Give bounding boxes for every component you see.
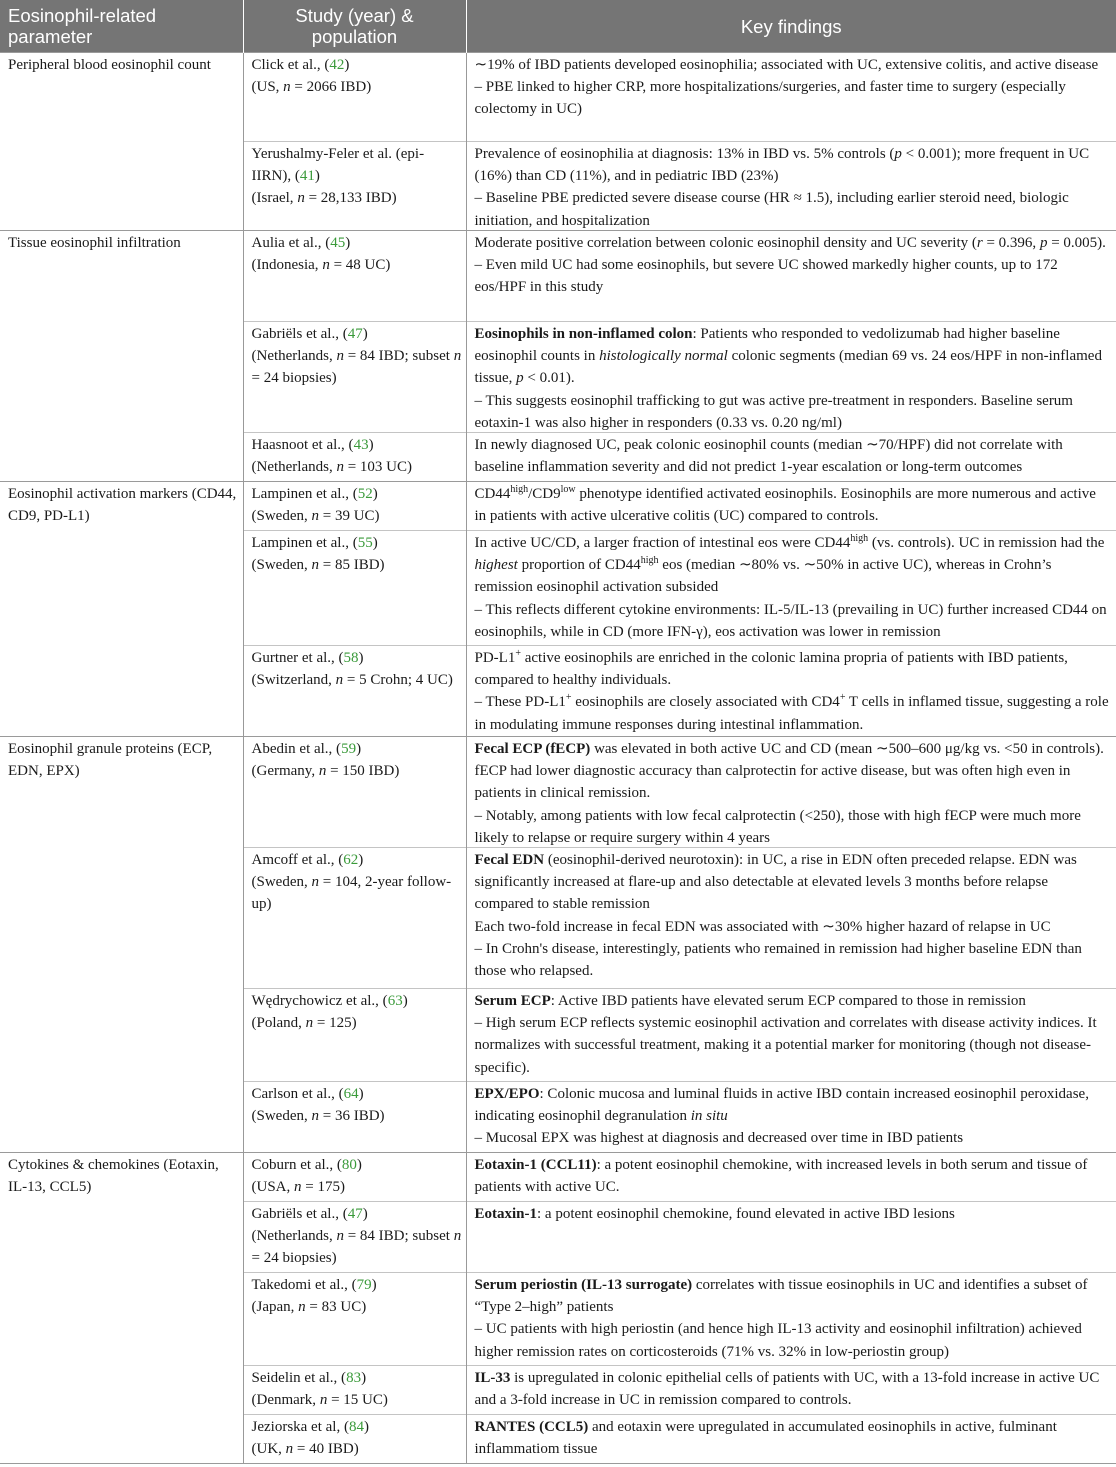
finding-text: – Mucosal EPX was highest at diagnosis and decreased over time in IBD patients	[474, 1130, 964, 1147]
finding-text: – UC patients with high periostin (and hence high IL-13 activity and eosinophil infiltration) achieved higher remission rates on corticosteroids (71% vs. 32% in low-periostin group)	[474, 1321, 1082, 1360]
study-author: Coburn et al., (	[251, 1157, 342, 1173]
findings-cell	[466, 482, 1116, 737]
finding-text: PD-L1+ active eosinophils are enriched in the colonic lamina propria of patients with IBD patients, compared to healthy individuals.	[474, 648, 1068, 689]
finding-text: – These PD-L1+ eosinophils are closely associated with CD4+ T cells in inflamed tissue, suggesting a role in modulating immune responses during intestinal inflammation.	[474, 692, 1109, 733]
study-population: (Sweden, n = 104, 2-year follow-up)	[251, 874, 452, 913]
parameter-cell: Peripheral blood eosinophil count	[0, 53, 243, 231]
study-author: Haasnoot et al., (	[251, 437, 354, 453]
study-author: Aulia et al., (	[251, 235, 331, 251]
reference-link[interactable]: 80	[341, 1157, 357, 1173]
finding-text: IL-33 is upregulated in colonic epithelial cells of patients with UC, with a 13-fold increase in active UC and a 3-fold increase in UC in remission compared to controls.	[474, 1370, 1100, 1409]
reference-link[interactable]: 59	[341, 741, 357, 757]
finding-text: – In Crohn's disease, interestingly, patients who remained in remission had higher baseline EDN than those who relapsed.	[474, 940, 1082, 980]
study-cell: Click et al., (42) (US, n = 2066 IBD) Yerushalmy-Feler et al. (epi-IIRN), (41) (Israel, n = 28,133 IBD)	[243, 53, 466, 231]
study-population: (Netherlands, n = 103 UC)	[251, 459, 413, 476]
study-population: (US, n = 2066 IBD)	[251, 79, 372, 96]
parameter-cell: Eosinophil activation markers (CD44, CD9, PD-L1)	[0, 482, 243, 737]
finding-text: In newly diagnosed UC, peak colonic eosinophil counts (median ∼70/HPF) did not correlate with baseline inflammation severity and did not predict 1-year escalation or long-term outcomes	[474, 437, 1063, 476]
finding-text: Moderate positive correlation between colonic eosinophil density and UC severity (r = 0.396, p = 0.005).	[474, 235, 1106, 251]
study-population: (USA, n = 175)	[251, 1179, 345, 1196]
parameter-cell: Eosinophil granule proteins (ECP, EDN, EPX)	[0, 737, 243, 1153]
study-population: (Indonesia, n = 48 UC)	[251, 257, 391, 274]
finding-text: – High serum ECP reflects systemic eosinophil activation and correlates with disease activity indices. It normalizes with successful treatment, making it a potential marker for monitoring (though not disease-specific).	[474, 1015, 1097, 1076]
header-study: Study (year) & population	[243, 0, 466, 53]
study-population: (Sweden, n = 85 IBD)	[251, 557, 385, 574]
reference-link[interactable]: 58	[343, 650, 359, 666]
reference-link[interactable]: 83	[346, 1370, 362, 1386]
reference-link[interactable]: 63	[387, 993, 403, 1009]
reference-link[interactable]: 43	[353, 437, 369, 453]
study-cell: Aulia et al., (45) (Indonesia, n = 48 UC) Gabriëls et al., (47) (Netherlands, n = 84 IBD; subset n = 24 biopsies) Haasnoot et al., (43) (Netherlands, n = 103 UC)	[243, 231, 466, 482]
finding-text: – PBE linked to higher CRP, more hospitalizations/surgeries, and faster time to surgery (especially colectomy in UC)	[474, 79, 1066, 118]
reference-link[interactable]: 62	[343, 852, 359, 868]
reference-link[interactable]: 79	[356, 1277, 372, 1293]
header-row	[0, 0, 1116, 53]
study-author: Click et al., (	[251, 57, 330, 73]
finding-text: – This reflects different cytokine environments: IL-5/IL-13 (prevailing in UC) further increased CD44 on eosinophils, while in CD (more IFN-γ), eos activation was lower in remission	[474, 601, 1107, 640]
table-row	[0, 482, 1116, 737]
finding-text: Prevalence of eosinophilia at diagnosis: 13% in IBD vs. 5% controls (p < 0.001); more frequent in UC (16%) than CD (11%), and in pediatric IBD (23%)	[474, 146, 1090, 185]
study-author: Lampinen et al., (	[251, 535, 358, 551]
study-author: Seidelin et al., (	[251, 1370, 347, 1386]
study-population: (Switzerland, n = 5 Crohn; 4 UC)	[251, 672, 453, 689]
study-cell: Coburn et al., (80) (USA, n = 175) Gabriëls et al., (47) (Netherlands, n = 84 IBD; subset n = 24 biopsies) Takedomi et al., (79) (Japan, n = 83 UC) Seidelin et al., (83) (Denmark, n = 15 UC) Jeziorska et al, (84) (UK, n = 40 IBD)	[243, 1153, 466, 1464]
reference-link[interactable]: 42	[329, 57, 345, 73]
finding-text: Serum ECP: Active IBD patients have elevated serum ECP compared to those in remission	[474, 993, 1026, 1009]
findings-cell	[466, 1153, 1116, 1464]
reference-link[interactable]: 55	[357, 535, 373, 551]
study-population: (Sweden, n = 39 UC)	[251, 508, 380, 525]
reference-link[interactable]: 64	[343, 1086, 359, 1102]
finding-text: – Baseline PBE predicted severe disease course (HR ≈ 1.5), including earlier steroid need, biologic initiation, and hospitalization	[474, 190, 1069, 229]
table-row	[0, 1153, 1116, 1464]
reference-link[interactable]: 84	[348, 1419, 364, 1435]
reference-link[interactable]: 47	[347, 1206, 363, 1222]
study-author: Lampinen et al., (	[251, 486, 358, 502]
parameter-cell: Cytokines & chemokines (Eotaxin, IL-13, CCL5)	[0, 1153, 243, 1464]
finding-text: Fecal ECP (fECP) was elevated in both active UC and CD (mean ∼500–600 μg/kg vs. <50 in controls). fECP had lower diagnostic accuracy than calprotectin for active disease, but was often high even in patients in clinical remission.	[474, 741, 1104, 802]
finding-text: Eotaxin-1 (CCL11): a potent eosinophil chemokine, with increased levels in both serum and tissue of patients with active UC.	[474, 1157, 1088, 1196]
study-author: Takedomi et al., (	[251, 1277, 357, 1293]
study-author: Wędrychowicz et al., (	[251, 993, 388, 1009]
study-population: (Germany, n = 150 IBD)	[251, 763, 400, 780]
study-population: (Denmark, n = 15 UC)	[251, 1392, 388, 1409]
study-population: (Japan, n = 83 UC)	[251, 1299, 367, 1316]
findings-cell	[466, 53, 1116, 231]
study-cell: Abedin et al., (59) (Germany, n = 150 IBD) Amcoff et al., (62) (Sweden, n = 104, 2-year follow-up) Wędrychowicz et al., (63) (Poland, n = 125) Carlson et al., (64) (Sweden, n = 36 IBD)	[243, 737, 466, 1153]
study-author: Gurtner et al., (	[251, 650, 344, 666]
reference-link[interactable]: 41	[299, 168, 315, 185]
table-row	[0, 737, 1116, 1153]
finding-text: Eosinophils in non-inflamed colon: Patients who responded to vedolizumab had higher baseline eosinophil counts in histologically normal colonic segments (median 69 vs. 24 eos/HPF in non-inflamed tissue, p < 0.01).	[474, 326, 1102, 387]
study-author: Abedin et al., (	[251, 741, 342, 757]
finding-text: Serum periostin (IL-13 surrogate) correlates with tissue eosinophils in UC and identifies a subset of “Type 2–high” patients	[474, 1277, 1088, 1316]
study-population: (Netherlands, n = 84 IBD; subset n = 24 biopsies)	[251, 1228, 462, 1267]
finding-text: $CD44^{high}/CD9^{low}$ phenotype identified activated eosinophils. Eosinophils are more numerous and active in patients with active ulcerative colitis (UC) compared to controls.	[474, 484, 1096, 525]
study-population: (Sweden, n = 36 IBD)	[251, 1108, 385, 1125]
study-author: Yerushalmy-Feler et al. (epi-IIRN), (	[251, 146, 425, 185]
reference-link[interactable]: 47	[347, 326, 363, 342]
finding-text: EPX/EPO: Colonic mucosa and luminal fluids in active IBD contain increased eosinophil peroxidase, indicating eosinophil degranulation in situ	[474, 1086, 1089, 1125]
table-row	[0, 53, 1116, 231]
findings-cell	[466, 737, 1116, 1153]
study-population: (Netherlands, n = 84 IBD; subset n = 24 biopsies)	[251, 348, 462, 387]
study-population: (Poland, n = 125)	[251, 1015, 357, 1032]
finding-text: Eotaxin-1: a potent eosinophil chemokine, found elevated in active IBD lesions	[474, 1206, 955, 1222]
finding-text: In active UC/CD, a larger fraction of intestinal eos were $CD44^{high}$ (vs. controls). UC in remission had the highest proportion of $CD44^{high}$ eos (median ∼80% vs. ∼50% in active UC), whereas in Crohn’s remission eosinophil activation subsided	[474, 533, 1105, 596]
finding-text: – Notably, among patients with low fecal calprotectin (<250), those with high fECP were much more likely to relapse or require surgery within 4 years	[474, 807, 1081, 846]
finding-text: – Even mild UC had some eosinophils, but severe UC showed markedly higher counts, up to 172 eos/HPF in this study	[474, 257, 1058, 296]
study-author: Jeziorska et al, (	[251, 1419, 349, 1435]
study-population: (UK, n = 40 IBD)	[251, 1441, 359, 1458]
study-author: Gabriëls et al., (	[251, 326, 348, 342]
parameter-cell: Tissue eosinophil infiltration	[0, 231, 243, 482]
finding-text: Fecal EDN (eosinophil-derived neurotoxin): in UC, a rise in EDN often preceded relapse. EDN was significantly increased at flare-up and also detectable at elevated levels 3 months before relapse compared to stable remission	[474, 852, 1077, 913]
reference-link[interactable]: 52	[357, 486, 373, 502]
header-parameter: Eosinophil-related parameter	[0, 0, 243, 53]
findings-cell	[466, 231, 1116, 482]
finding-text: Each two-fold increase in fecal EDN was associated with ∼30% higher hazard of relapse in UC	[474, 918, 1051, 935]
finding-text: RANTES (CCL5) and eotaxin were upregulated in accumulated eosinophils in active, fulminant inflammatiom tissue	[474, 1419, 1057, 1458]
study-author: Gabriëls et al., (	[251, 1206, 348, 1222]
finding-text: ∼19% of IBD patients developed eosinophilia; associated with UC, extensive colitis, and active disease	[474, 57, 1099, 73]
finding-text: – This suggests eosinophil trafficking to gut was active pre-treatment in responders. Baseline serum eotaxin-1 was also higher in responders (0.33 vs. 0.20 ng/ml)	[474, 392, 1073, 431]
study-author: Amcoff et al., (	[251, 852, 344, 868]
study-population: (Israel, n = 28,133 IBD)	[251, 190, 397, 207]
reference-link[interactable]: 45	[330, 235, 346, 251]
study-cell: Lampinen et al., (52) (Sweden, n = 39 UC) Lampinen et al., (55) (Sweden, n = 85 IBD) Gurtner et al., (58) (Switzerland, n = 5 Crohn; 4 UC)	[243, 482, 466, 737]
study-author: Carlson et al., (	[251, 1086, 344, 1102]
header-findings: Key findings	[466, 0, 1116, 53]
table-row	[0, 231, 1116, 482]
